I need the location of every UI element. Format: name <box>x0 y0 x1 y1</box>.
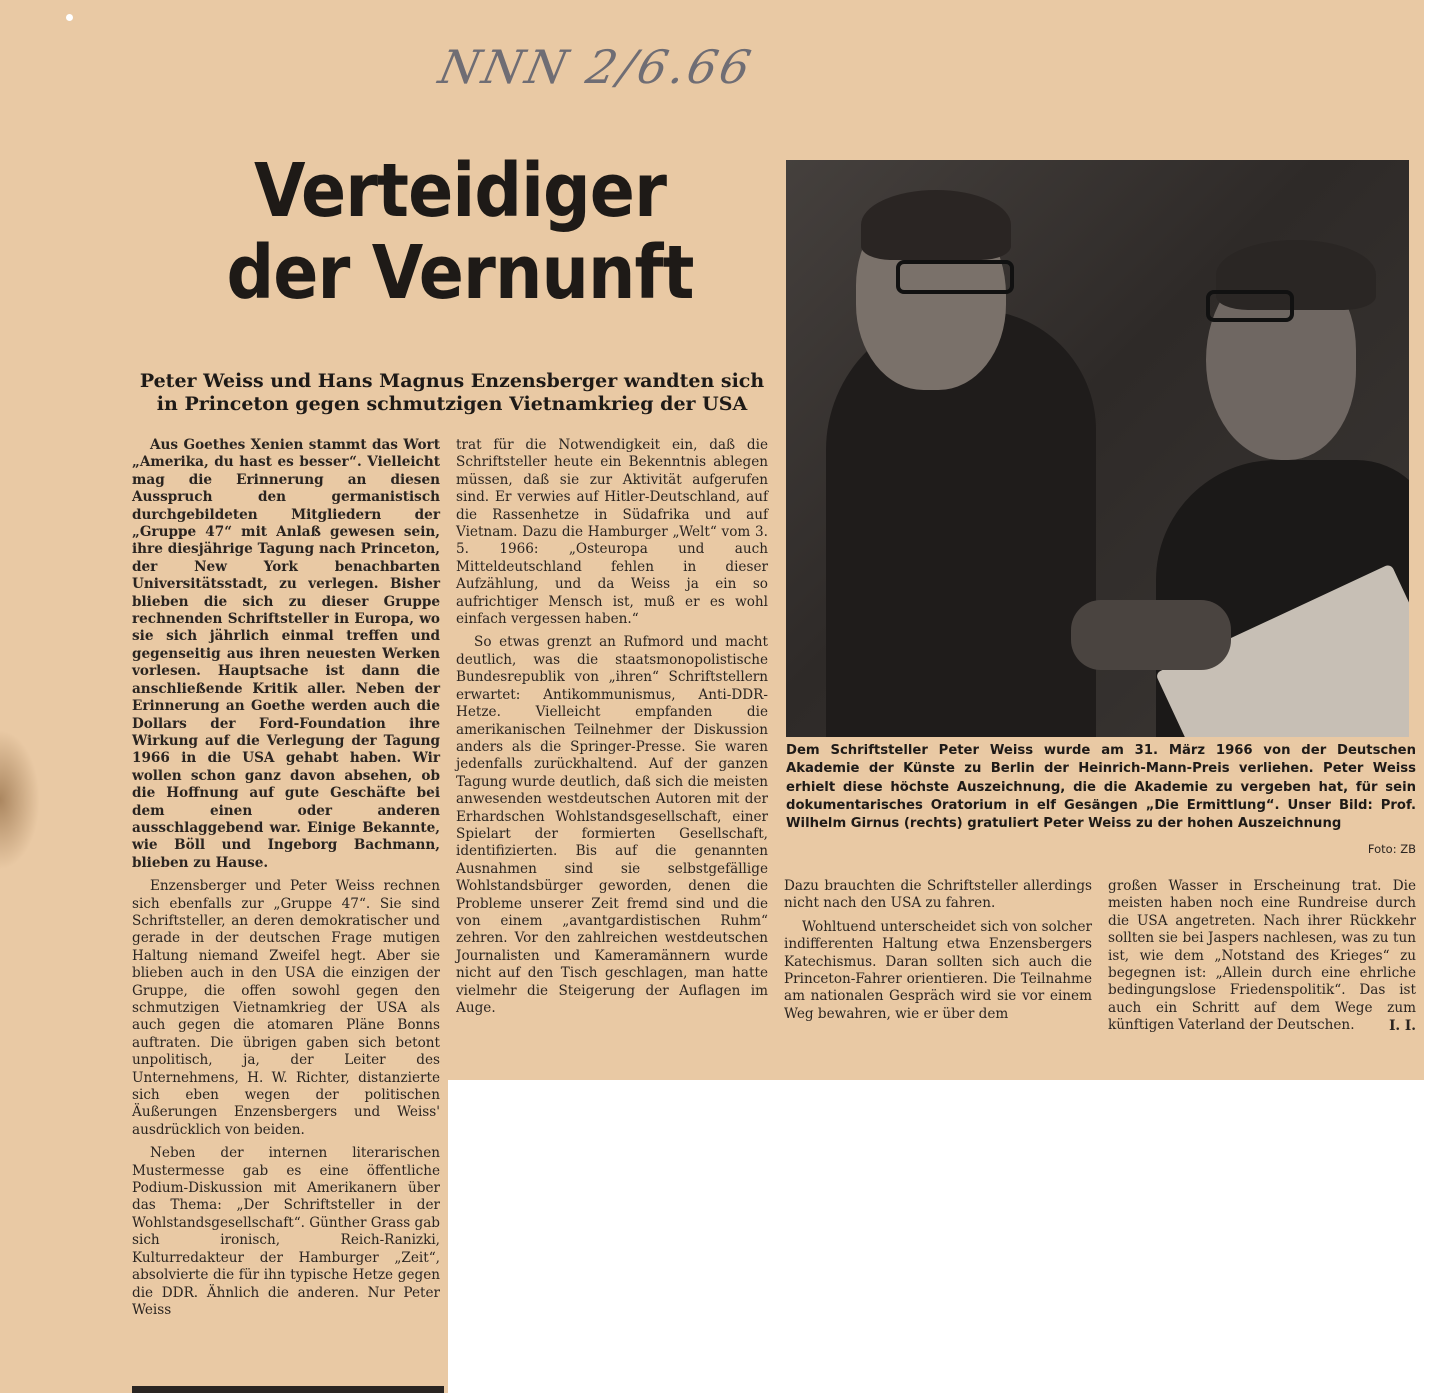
article-column-2 <box>456 437 768 1077</box>
headline <box>226 150 694 314</box>
subheadline: Peter Weiss und Hans Magnus Enzensberger wandten sich in Princeton gegen schmutzigen Vietnamkrieg der USA <box>139 370 765 415</box>
article-column-3 <box>784 878 1092 1078</box>
paragraph: Neben der internen literarischen Mustermesse gab es eine öffentliche Podium-Diskussion mit Amerikanern über das Thema: „Der Schriftsteller in der Wohlstandsgesellschaft“. Günther Grass gab sich ironisch, Reich-Ranizki, Kulturredakteur der Hamburger „Zeit“, absolvierte die für ihn typische Hetze gegen die DDR. Ähnlich die anderen. Nur Peter Weiss <box>132 1145 441 1318</box>
photo-caption: Dem Schriftsteller Peter Weiss wurde am 31. März 1966 von der Deutschen Akademie der Künste zu Berlin der Heinrich-Mann-Preis verliehen. Peter Weiss erhielt diese höchste Auszeichnung, die die Akademie zu vergeben hat, für sein dokumentarisches Oratorium in elf Gesängen „Die Ermittlung“. Unser Bild: Prof. Wilhelm Girnus (rechts) gratuliert Peter Weiss zu der hohen Auszeichnung <box>786 743 1416 832</box>
blank-area <box>448 1080 1431 1393</box>
headline-line-2: der Vernunft <box>226 230 694 316</box>
paragraph: großen Wasser in Erscheinung trat. Die meisten haben noch eine Rundreise durch die USA angetreten. Nach ihrer Rückkehr sollten sie bei Jaspers nachlesen, was zu tun ist, wie dem „Notstand des Krieges“ zu begegnen ist: „Allein durch eine ehrliche bedingungslose Friedenspolitik“. Das ist auch ein Schritt auf dem Wege zum künftigen Vaterland der Deutschen. <box>1108 878 1416 1034</box>
article-column-4 <box>1108 878 1416 1078</box>
article-column-1 <box>132 437 440 1370</box>
paper-stain <box>0 730 40 870</box>
news-photo <box>786 160 1409 737</box>
author-initials: I. I. <box>1389 1017 1416 1034</box>
paragraph: Enzensberger und Peter Weiss rechnen sich ebenfalls zur „Gruppe 47“. Sie sind Schriftsteller, an deren demokratischer und gerade in der deutschen Frage mutigen Haltung niemand Zweifel hegt. Aber sie blieben auch in den USA die einzigen der Gruppe, die offen sowohl gegen den schmutzigen Vietnamkrieg der USA als auch gegen die atomaren Pläne Bonns auftraten. Die übrigen gaben sich betont unpolitisch, ja, der Leiter des Unternehmens, H. W. Richter, distanzierte sich eben wegen der politischen Äußerungen Enzensbergers und Weiss' ausdrücklich von beiden. <box>132 878 440 1138</box>
blank-edge <box>1424 0 1431 1080</box>
paragraph: Dazu brauchten die Schriftsteller allerdings nicht nach den USA zu fahren. <box>784 878 1092 912</box>
photo-hair-left <box>861 190 1011 260</box>
handwritten-note: NNN 2/6.66 <box>434 40 759 94</box>
paragraph: So etwas grenzt an Rufmord und macht deutlich, was die staatsmonopolistische Bundesrepublik von „ihren“ Schriftstellern erwartet: Antikommunismus, Anti-DDR-Hetze. Vielleicht empfanden die amerikanischen Teilnehmer der Diskussion anders als die Springer-Presse. Sie waren jedenfalls zurückhaltend. Auf der ganzen Tagung wurde deutlich, daß sich die meisten anwesenden westdeutschen Autoren mit der Erhardschen Wohlstandsgesellschaft, einer Spielart der formierten Gesellschaft, identifizierten. Bis auf die genannten Ausnahmen sind sie selbstgefällige Wohlstandsbürger geworden, denen die Probleme unserer Zeit fremd sind und die von einem „avantgardistischen Ruhm“ zehren. Vor den zahlreichen westdeutschen Journalisten und Kameramännern wurde nicht auf den Tisch geschlagen, man hatte vielmehr die Steigerung der Auflagen im Auge. <box>456 634 768 1016</box>
photo-handshake <box>1071 600 1231 670</box>
paragraph: trat für die Notwendigkeit ein, daß die Schriftsteller heute ein Bekenntnis ablegen müssen, daß sie zur Aktivität aufgerufen sind. Er verwies auf Hitler-Deutschland, auf die Rassenhetze in Südafrika und auf Vietnam. Dazu die Hamburger „Welt“ vom 3. 5. 1966: „Osteuropa und auch Mitteldeutschland fehlen in dieser Aufzählung, und da Weiss ja ein so aufrichtiger Mensch ist, muß er es wohl einfach vergessen haben.“ <box>456 437 768 628</box>
photo-glasses-left <box>896 260 1014 294</box>
headline-line-1: Verteidiger <box>253 148 667 234</box>
photo-credit: Foto: ZB <box>1367 842 1416 856</box>
lead-paragraph: Aus Goethes Xenien stammt das Wort „Amerika, du hast es besser“. Vielleicht mag die Erinnerung an diesen Ausspruch den germanistisch durchgebildeten Mitgliedern der „Gruppe 47“ mit Anlaß gewesen sein, ihre diesjährige Tagung nach Princeton, der New York benachbarten Universitätsstadt, zu verlegen. Bisher blieben die sich zu dieser Gruppe rechnenden Schriftsteller in Europa, wo sie sich jährlich einmal treffen und gegenseitig aus ihren neuesten Werken vorlesen. Hauptsache ist dann die anschließende Kritik aller. Neben der Erinnerung an Goethe werden auch die Dollars der Ford-Foundation ihre Wirkung auf die Verlegung der Tagung 1966 in die USA gehabt haben. Wir wollen schon ganz davon absehen, ob die Hoffnung auf gute Geschäfte bei dem einen oder anderen ausschlaggebend war. Einige Bekannte, wie Böll und Ingeborg Bachmann, blieben zu Hause. <box>132 437 440 871</box>
punch-hole <box>66 14 73 21</box>
photo-glasses-right <box>1206 290 1294 322</box>
paragraph: Wohltuend unterscheidet sich von solcher indifferenten Haltung etwa Enzensbergers Katechismus. Daran sollten sich auch die Princeton-Fahrer orientieren. Die Teilnahme am nationalen Gespräch wird sie vor einem Weg bewahren, wie er über dem <box>784 918 1092 1022</box>
column-rule-bottom <box>132 1386 444 1393</box>
